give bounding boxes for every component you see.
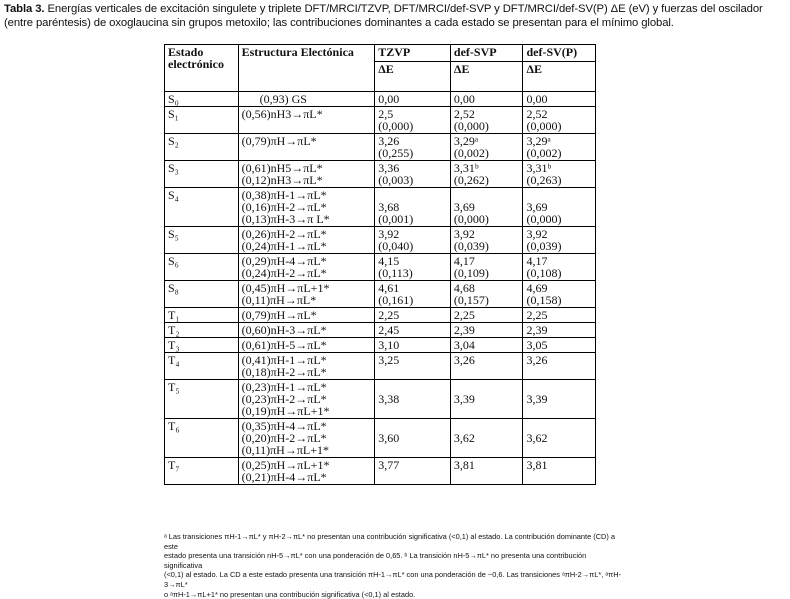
table-row [165,419,596,458]
structure-line: (0,60)nH-3→πL* [241,323,327,337]
state-cell: S₀ [165,92,239,107]
defsvp2-value: (0,002) [526,146,562,160]
defsvp2-value: (0,108) [526,266,562,280]
defsvp-value: 3,62 [453,431,475,445]
tzvp-value: 3,77 [378,458,400,472]
structure-cell [238,254,375,281]
caption-label: Tabla 3. [4,3,45,15]
defsvp-value: 3,92 [453,227,475,241]
defsvp-cell [450,227,523,254]
defsvp-cell [450,161,523,188]
structure-line: (0,24)πH-2→πL* [241,266,327,280]
defsvp2-cell [523,134,596,161]
tzvp-value: (0,040) [378,239,414,253]
tzvp-cell [375,338,451,353]
defsvp-value: 0,00 [453,92,475,106]
structure-cell [238,107,375,134]
header-defsvp2-de: ΔE [523,62,596,92]
header-row [165,45,596,62]
defsvp-value: 3,39 [453,392,475,406]
defsvp-value: (0,039) [453,239,489,253]
structure-line: (0,56)nH3→πL* [241,107,323,121]
defsvp-cell [450,254,523,281]
structure-line: (0,26)πH-2→πL* [241,227,327,241]
tzvp-cell [375,353,451,380]
structure-cell [238,353,375,380]
defsvp2-value: 2,39 [526,323,548,337]
defsvp2-cell [523,323,596,338]
table-row [165,281,596,308]
defsvp2-value: (0,263) [526,173,562,187]
defsvp-value: 2,25 [453,308,475,322]
table-row [165,92,596,107]
defsvp-value: 4,17 [453,254,475,268]
structure-line: (0,79)πH→πL* [241,308,317,322]
structure-line: (0,38)πH-1→πL* [241,188,327,202]
tzvp-cell [375,308,451,323]
state-cell: T₅ [165,380,239,419]
tzvp-value: (0,255) [378,146,414,160]
header-tzvp: TZVP [375,45,451,62]
tzvp-value: 3,10 [378,338,400,352]
defsvp-value: 4,68 [453,281,475,295]
defsvp2-cell [523,92,596,107]
defsvp2-value: 3,05 [526,338,548,352]
defsvp2-cell [523,227,596,254]
structure-cell [238,92,375,107]
state-cell: S₆ [165,254,239,281]
tzvp-value: 3,26 [378,134,400,148]
structure-cell [238,380,375,419]
tzvp-value: (0,001) [378,212,414,226]
defsvp-cell [450,338,523,353]
structure-cell [238,458,375,485]
tzvp-cell [375,323,451,338]
structure-line: (0,61)nH5→πL* [241,161,323,175]
tzvp-cell [375,281,451,308]
defsvp-cell [450,419,523,458]
header-estructura: Estructura Electónica [238,45,375,92]
structure-cell [238,227,375,254]
tzvp-cell [375,458,451,485]
structure-line: (0,29)πH-4→πL* [241,254,327,268]
structure-line: (0,20)πH-2→πL* [241,431,327,445]
defsvp2-value: (0,158) [526,293,562,307]
defsvp-value: 3,31ᵇ [453,161,479,175]
defsvp2-value: 4,17 [526,254,548,268]
state-cell: S₃ [165,161,239,188]
structure-cell [238,134,375,161]
state-cell: S₅ [165,227,239,254]
defsvp2-cell [523,458,596,485]
structure-line: (0,16)πH-2→πL* [241,200,327,214]
state-cell: T₇ [165,458,239,485]
defsvp-cell [450,188,523,227]
tzvp-value: (0,161) [378,293,414,307]
defsvp-cell [450,380,523,419]
defsvp-cell [450,281,523,308]
defsvp2-cell [523,380,596,419]
table-row [165,188,596,227]
tzvp-cell [375,92,451,107]
defsvp2-value: (0,000) [526,212,562,226]
table-row [165,458,596,485]
structure-line: (0,61)πH-5→πL* [241,338,327,352]
defsvp2-cell [523,161,596,188]
structure-line: (0,23)πH-1→πL* [241,380,327,394]
structure-cell [238,419,375,458]
tzvp-value: 3,92 [378,227,400,241]
header-defsvp2: def-SV(P) [523,45,596,62]
defsvp2-value: 0,00 [526,92,548,106]
footnotes [164,532,624,599]
defsvp2-value: 3,81 [526,458,548,472]
defsvp-cell [450,458,523,485]
state-cell: T₄ [165,353,239,380]
tzvp-value: 2,5 [378,107,394,121]
structure-cell [238,188,375,227]
footnote-line: ᵃ Las transiciones πH-1→πL* y πH-2→πL* no presentan una contribución significativa (<0,1) al estado. La contribución dominante (CD) a este [164,532,616,551]
defsvp-cell [450,107,523,134]
table-row [165,323,596,338]
defsvp2-value: (0,000) [526,119,562,133]
structure-line: (0,23)πH-2→πL* [241,392,327,406]
state-cell: T₆ [165,419,239,458]
tzvp-cell [375,134,451,161]
defsvp2-value: 3,39 [526,392,548,406]
tzvp-value: 3,36 [378,161,400,175]
defsvp2-value: 3,29ᵃ [526,134,551,148]
table-row [165,338,596,353]
tzvp-cell [375,107,451,134]
structure-line: (0,93) GS [259,92,307,106]
tzvp-value: 4,15 [378,254,400,268]
structure-cell [238,281,375,308]
defsvp2-value: 2,52 [526,107,548,121]
defsvp-value: (0,000) [453,119,489,133]
defsvp-value: 3,81 [453,458,475,472]
defsvp-value: (0,002) [453,146,489,160]
results-table [164,44,596,485]
table-row [165,380,596,419]
tzvp-value: 4,61 [378,281,400,295]
tzvp-value: 0,00 [378,92,400,106]
table-row [165,161,596,188]
structure-cell [238,323,375,338]
defsvp2-cell [523,338,596,353]
table-caption [4,2,786,30]
defsvp-cell [450,353,523,380]
defsvp-value: (0,109) [453,266,489,280]
structure-cell [238,161,375,188]
structure-line: (0,19)πH→πL+1* [241,404,330,418]
table-row [165,254,596,281]
defsvp-value: 3,04 [453,338,475,352]
table-row [165,134,596,161]
defsvp-value: (0,000) [453,212,489,226]
defsvp-cell [450,92,523,107]
state-cell: T₁ [165,308,239,323]
defsvp2-value: 4,69 [526,281,548,295]
structure-line: (0,41)πH-1→πL* [241,353,327,367]
defsvp-value: 3,69 [453,200,475,214]
defsvp2-cell [523,419,596,458]
table-row [165,227,596,254]
structure-line: (0,79)πH→πL* [241,134,317,148]
tzvp-value: 3,60 [378,431,400,445]
state-cell: T₃ [165,338,239,353]
tzvp-value: 3,25 [378,353,400,367]
tzvp-cell [375,188,451,227]
table-body [165,92,596,485]
defsvp-value: (0,157) [453,293,489,307]
structure-line: (0,21)πH-4→πL* [241,470,327,484]
structure-line: (0,18)πH-2→πL* [241,365,327,379]
tzvp-cell [375,161,451,188]
defsvp-cell [450,308,523,323]
tzvp-value: 3,38 [378,392,400,406]
defsvp-cell [450,323,523,338]
defsvp2-value: 3,92 [526,227,548,241]
structure-line: (0,11)πH→πL+1* [241,443,330,457]
tzvp-cell [375,419,451,458]
tzvp-value: (0,000) [378,119,414,133]
defsvp-value: 2,39 [453,323,475,337]
structure-line: (0,35)πH-4→πL* [241,419,327,433]
header-estado: Estado electrónico [165,45,239,92]
defsvp-value: 3,26 [453,353,475,367]
tzvp-cell [375,380,451,419]
state-cell: T₂ [165,323,239,338]
table-row [165,308,596,323]
defsvp-value: 2,52 [453,107,475,121]
footnote-line: (<0,1) al estado. La CD a este estado presenta una transición πH-1→πL* con una ponderación de ~0,6. Las transiciones ᵃπH-2→πL*, ᵃπH-3→πL* [164,570,622,589]
state-cell: S₁ [165,107,239,134]
tzvp-value: 2,25 [378,308,400,322]
footnote-line: estado presenta una transición nH-5→πL* con una ponderación de 0,65. ᵇ La transición nH-5→πL* no presenta una contribución significativa [164,551,587,570]
defsvp2-cell [523,308,596,323]
tzvp-cell [375,227,451,254]
defsvp2-value: 2,25 [526,308,548,322]
defsvp2-cell [523,107,596,134]
structure-cell [238,338,375,353]
structure-line: (0,11)πH→πL* [241,293,317,307]
structure-line: (0,45)πH→πL+1* [241,281,330,295]
defsvp2-value: 3,69 [526,200,548,214]
defsvp2-cell [523,353,596,380]
structure-cell [238,308,375,323]
defsvp2-cell [523,254,596,281]
defsvp2-value: 3,62 [526,431,548,445]
defsvp2-value: 3,31ᵇ [526,161,552,175]
tzvp-value: (0,113) [378,266,413,280]
defsvp2-value: 3,26 [526,353,548,367]
structure-line: (0,25)πH→πL+1* [241,458,330,472]
defsvp2-cell [523,188,596,227]
footnote-line: o ᵃπH-1→πL+1* no presentan una contribución significativa (<0,1) al estado. [164,589,416,599]
header-defsvp: def-SVP [450,45,523,62]
structure-line: (0,24)πH-1→πL* [241,239,327,253]
defsvp-cell [450,134,523,161]
defsvp-value: 3,29ᵃ [453,134,479,148]
state-cell: S₄ [165,188,239,227]
header-defsvp-de: ΔE [450,62,523,92]
defsvp2-value: (0,039) [526,239,562,253]
tzvp-cell [375,254,451,281]
structure-line: (0,13)πH-3→π L* [241,212,330,226]
caption-text: Energías verticales de excitación singulete y triplete DFT/MRCI/TZVP, DFT/MRCI/def-SVP y DFT/MRCI/def-SV(P) ΔE (eV) y fuerzas del oscilador (entre paréntesis) de oxoglaucina sin grupos metoxilo; las contribuciones dominantes a cada estado se presentan para el mínimo global. [4,3,763,29]
state-cell: S₈ [165,281,239,308]
tzvp-value: (0,003) [378,173,414,187]
defsvp2-cell [523,281,596,308]
header-tzvp-de: ΔE [375,62,451,92]
table-row [165,353,596,380]
table-row [165,107,596,134]
defsvp-value: (0,262) [453,173,489,187]
tzvp-value: 2,45 [378,323,400,337]
state-cell: S₂ [165,134,239,161]
structure-line: (0,12)nH3→πL* [241,173,323,187]
tzvp-value: 3,68 [378,200,400,214]
